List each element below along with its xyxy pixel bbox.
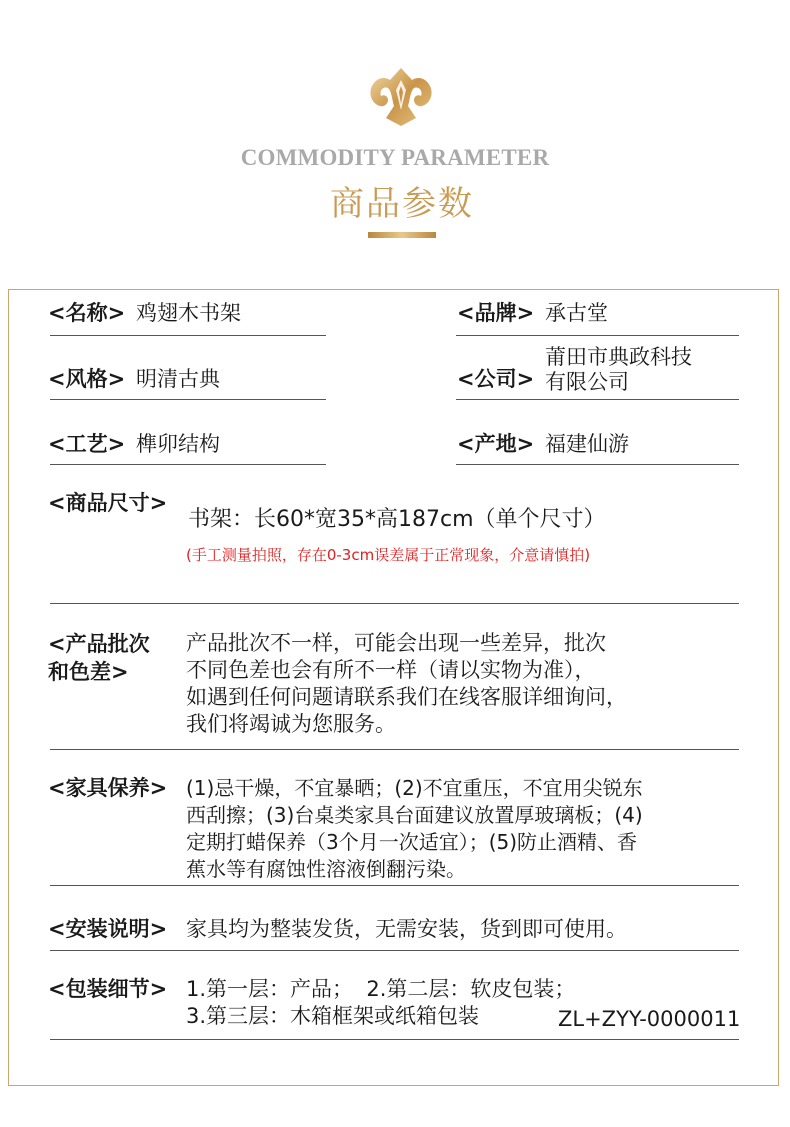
size-label: <商品尺寸> [48,491,168,515]
company-value-line2: 有限公司 [545,370,629,394]
batch-label-line1: <产品批次 [48,632,150,656]
title-en: COMMODITY PARAMETER [240,145,550,170]
care-line: 西刮擦；(3)台桌类家具台面建议放置厚玻璃板；(4) [186,803,643,827]
package-line2: 3.第三层：木箱框架或纸箱包装 [186,1004,480,1028]
batch-line: 产品批次不一样，可能会出现一些差异，批次 [186,631,606,655]
style-value: 明清古典 [136,367,220,391]
package-line1: 1.第一层：产品； 2.第二层：软皮包装； [186,977,576,1001]
name-value: 鸡翅木书架 [136,301,241,325]
divider [50,399,326,400]
divider [456,335,739,336]
title-underline [368,232,436,238]
craft-value: 榫卯结构 [136,432,220,456]
care-label: <家具保养> [48,776,168,800]
origin-label: <产地> [457,432,535,456]
ornament-logo-icon [366,66,436,128]
company-value-line1: 莆田市典政科技 [545,345,692,369]
divider [50,464,326,465]
batch-line: 我们将竭诚为您服务。 [186,712,396,736]
install-value: 家具均为整装发货，无需安装，货到即可使用。 [186,917,627,941]
company-label: <公司> [457,367,535,391]
batch-line: 不同色差也会有所不一样（请以实物为准）， [186,658,596,682]
batch-label [48,630,150,686]
divider [50,1039,739,1040]
origin-value: 福建仙游 [545,432,629,456]
divider [50,335,326,336]
care-line: (1)忌干燥，不宜暴晒；(2)不宜重压，不宜用尖锐东 [186,776,643,800]
divider [456,464,739,465]
product-code: ZL+ZYY-0000011 [558,1007,741,1031]
batch-label-line2: 和色差> [48,660,129,684]
size-note: (手工测量拍照，存在0-3cm误差属于正常现象，介意请慎拍) [186,546,591,564]
divider [50,885,739,886]
package-label: <包装细节> [48,977,168,1001]
batch-text [186,630,627,738]
size-value: 书架：长60*宽35*高187cm（单个尺寸） [188,507,606,532]
craft-label: <工艺> [48,432,126,456]
divider [50,950,739,951]
brand-value: 承古堂 [545,301,608,325]
care-line: 定期打蜡保养（3个月一次适宜）；(5)防止酒精、香 [186,830,638,854]
batch-line: 如遇到任何问题请联系我们在线客服详细询问， [186,685,627,709]
name-label: <名称> [48,301,126,325]
care-line: 蕉水等有腐蚀性溶液倒翻污染。 [186,857,466,881]
care-text [186,775,643,883]
brand-label: <品牌> [457,301,535,325]
divider [50,749,739,750]
install-label: <安装说明> [48,917,168,941]
divider [456,399,739,400]
style-label: <风格> [48,367,126,391]
title-cn: 商品参数 [330,184,474,224]
divider [50,603,739,604]
